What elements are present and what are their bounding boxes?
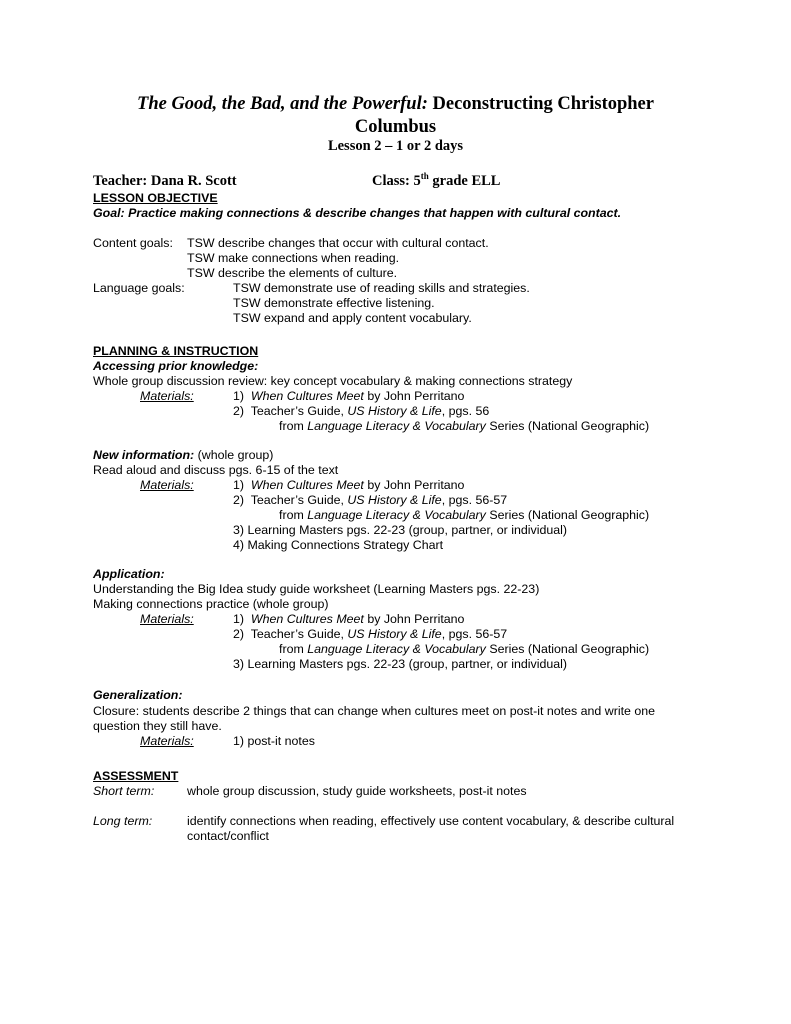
material-text: Teacher’s Guide,: [250, 404, 348, 418]
long-term-text: identify connections when reading, effectively use content vocabulary, & describe cultural: [187, 814, 675, 828]
material-item: 3) Learning Masters pgs. 22-23 (group, partner, or individual): [233, 657, 568, 671]
series-title: Language Literacy & Vocabulary: [307, 419, 486, 433]
application-heading: Application:: [93, 567, 165, 581]
material-rest: , pgs. 56-57: [441, 627, 508, 641]
new-information-heading: [93, 448, 273, 463]
source-rest: Series (National Geographic): [485, 419, 650, 433]
material-text: Teacher’s Guide,: [250, 493, 348, 507]
material-item: [233, 389, 464, 404]
material-item: [233, 627, 507, 642]
source-from: from: [279, 419, 308, 433]
material-num: 1): [233, 478, 245, 492]
content-goals-label: Content goals:: [93, 236, 173, 250]
materials-label-text: Materials:: [140, 389, 194, 403]
content-goal: TSW describe the elements of culture.: [187, 266, 398, 280]
material-num: 1): [233, 389, 245, 403]
material-item: [233, 493, 507, 508]
materials-label-text: Materials:: [140, 478, 194, 492]
material-rest: , pgs. 56: [441, 404, 490, 418]
series-title: Language Literacy & Vocabulary: [307, 508, 486, 522]
material-source: [279, 642, 649, 657]
language-goal: TSW demonstrate use of reading skills and strategies.: [233, 281, 530, 295]
source-from: from: [279, 642, 308, 656]
material-item: 4) Making Connections Strategy Chart: [233, 538, 444, 552]
class-info: [372, 172, 500, 190]
document-title-line2: Columbus: [354, 117, 437, 137]
lesson-subtitle: Lesson 2 – 1 or 2 days: [327, 138, 464, 154]
material-item: [233, 478, 464, 493]
new-information-label: New information:: [93, 448, 195, 462]
material-source: [279, 508, 649, 523]
material-rest: , pgs. 56-57: [441, 493, 508, 507]
class-prefix: Class: 5: [372, 173, 421, 189]
long-term-label: [93, 814, 152, 829]
generalization-description: question they still have.: [93, 719, 222, 733]
source-from: from: [279, 508, 308, 522]
source-rest: Series (National Geographic): [485, 508, 650, 522]
material-rest: by John Perritano: [363, 478, 465, 492]
content-goal: TSW describe changes that occur with cultural contact.: [187, 236, 489, 250]
series-title: Language Literacy & Vocabulary: [307, 642, 486, 656]
short-term-label: [93, 784, 154, 799]
book-title: When Cultures Meet: [250, 612, 364, 626]
application-description: Understanding the Big Idea study guide worksheet (Learning Masters pgs. 22-23): [93, 582, 540, 596]
materials-label: [140, 478, 194, 493]
content-goal: TSW make connections when reading.: [187, 251, 400, 265]
lesson-objective-heading: LESSON OBJECTIVE: [93, 191, 218, 205]
book-title: When Cultures Meet: [250, 389, 364, 403]
material-rest: by John Perritano: [363, 612, 465, 626]
class-superscript: th: [420, 171, 429, 181]
long-term-label-text: Long term:: [93, 814, 153, 828]
title-italic: The Good, the Bad, and the Powerful:: [137, 94, 428, 114]
material-item: 3) Learning Masters pgs. 22-23 (group, partner, or individual): [233, 523, 568, 537]
short-term-label-text: Short term:: [93, 784, 155, 798]
materials-label-text: Materials:: [140, 612, 194, 626]
material-num: 2): [233, 404, 245, 418]
class-suffix: grade ELL: [428, 173, 501, 189]
book-title: US History & Life: [347, 404, 442, 418]
material-rest: by John Perritano: [363, 389, 465, 403]
material-text: Teacher’s Guide,: [250, 627, 348, 641]
prior-knowledge-heading: Accessing prior knowledge:: [93, 359, 259, 373]
material-num: 2): [233, 627, 245, 641]
new-information-note: (whole group): [194, 448, 274, 462]
generalization-description: Closure: students describe 2 things that can change when cultures meet on post-it notes and write one: [93, 704, 656, 718]
application-description: Making connections practice (whole group): [93, 597, 329, 611]
assessment-heading: ASSESSMENT: [93, 769, 179, 783]
material-item: [233, 612, 464, 627]
prior-knowledge-description: Whole group discussion review: key concept vocabulary & making connections strategy: [93, 374, 573, 388]
material-item: [233, 404, 489, 419]
materials-label-text: Materials:: [140, 734, 194, 748]
title-rest: Deconstructing Christopher: [427, 94, 654, 114]
language-goal: TSW expand and apply content vocabulary.: [233, 311, 472, 325]
book-title: US History & Life: [347, 627, 442, 641]
long-term-text: contact/conflict: [187, 829, 269, 843]
source-rest: Series (National Geographic): [485, 642, 650, 656]
teacher-name: Teacher: Dana R. Scott: [93, 173, 237, 189]
materials-label: [140, 734, 194, 749]
language-goal: TSW demonstrate effective listening.: [233, 296, 435, 310]
book-title: When Cultures Meet: [250, 478, 364, 492]
short-term-text: whole group discussion, study guide worksheets, post-it notes: [187, 784, 527, 798]
generalization-heading: Generalization:: [93, 688, 183, 702]
new-information-description: Read aloud and discuss pgs. 6-15 of the text: [93, 463, 339, 477]
material-source: [279, 419, 649, 434]
materials-label: [140, 612, 194, 627]
book-title: US History & Life: [347, 493, 442, 507]
planning-heading: PLANNING & INSTRUCTION: [93, 344, 259, 358]
language-goals-label: Language goals:: [93, 281, 185, 295]
material-item: 1) post-it notes: [233, 734, 315, 748]
material-num: 1): [233, 612, 245, 626]
goal-statement: Goal: Practice making connections & describe changes that happen with cultural contact.: [93, 206, 622, 220]
material-num: 2): [233, 493, 245, 507]
materials-label: [140, 389, 194, 404]
document-title: [0, 93, 791, 115]
